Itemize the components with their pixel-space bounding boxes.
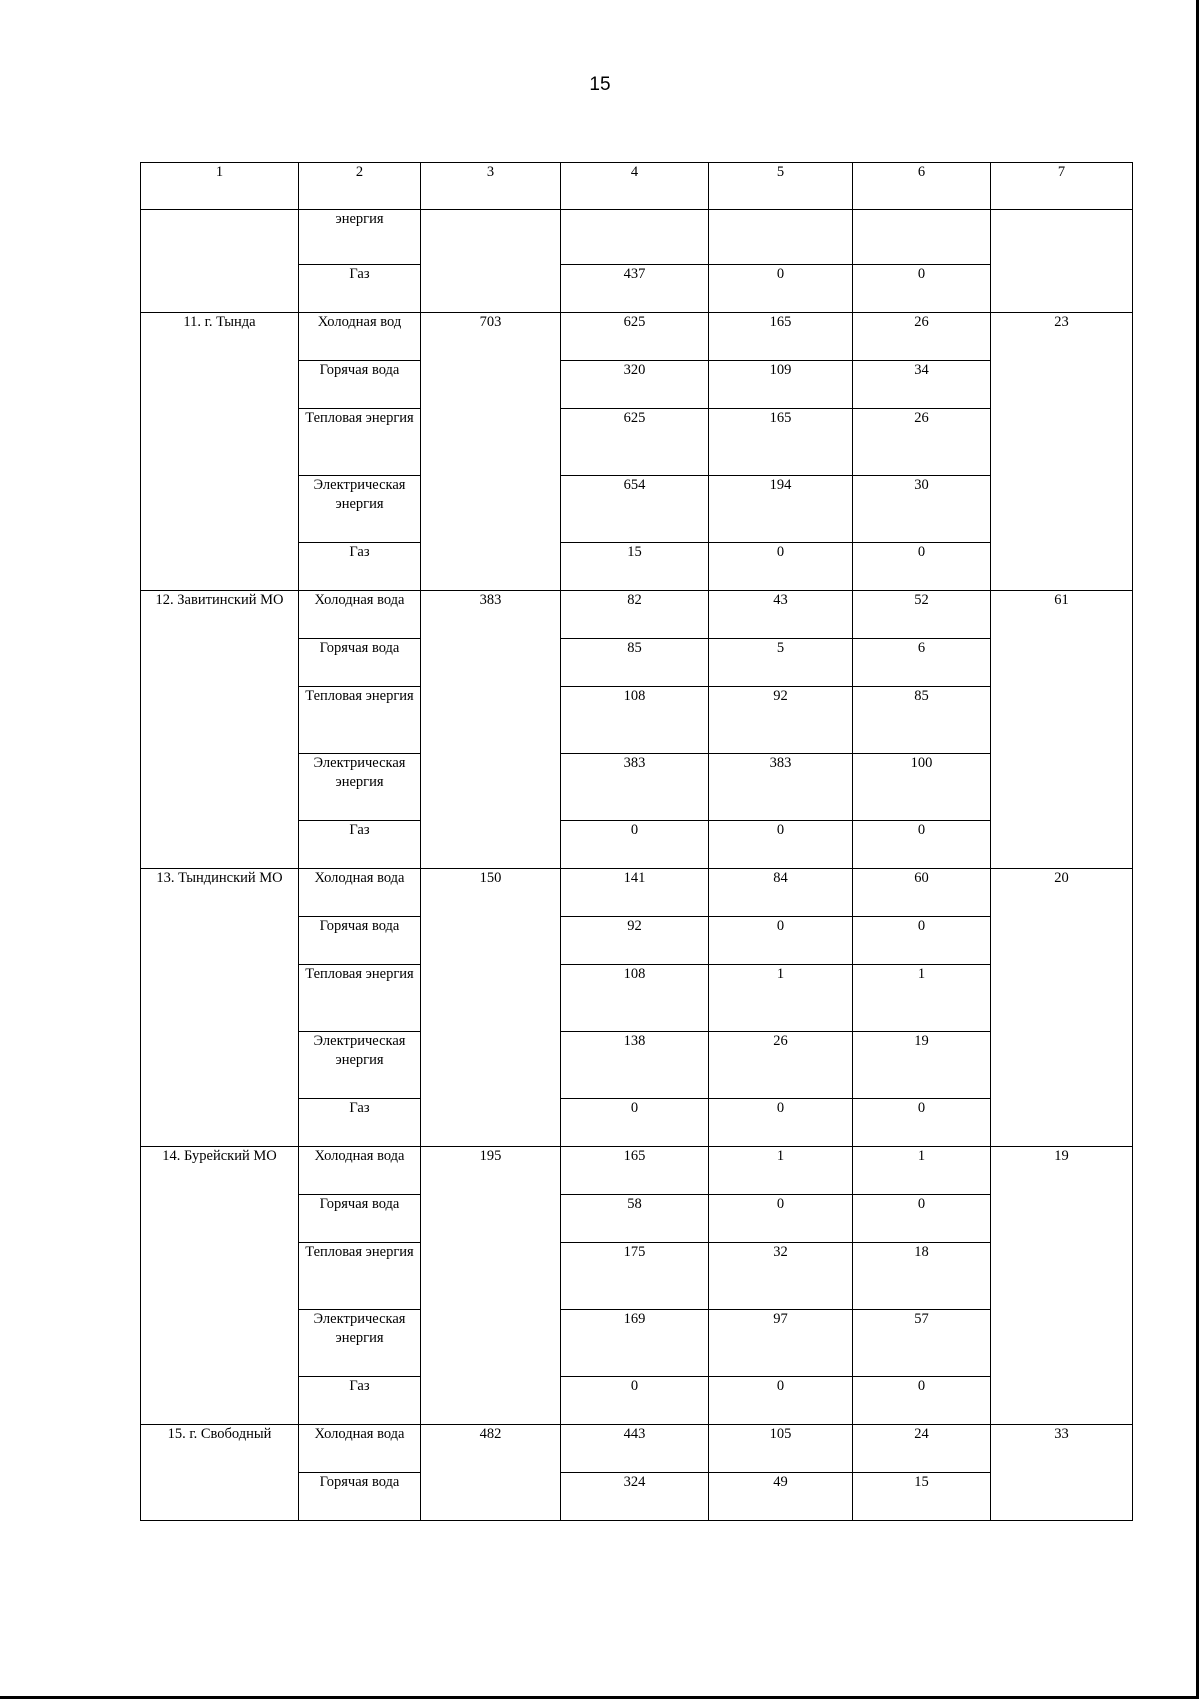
value-cell-col6: 0 xyxy=(853,543,991,591)
value-cell-col5: 26 xyxy=(709,1032,853,1099)
table-row xyxy=(141,869,1133,917)
value-cell-col5: 32 xyxy=(709,1243,853,1310)
value-cell-col4: 92 xyxy=(561,917,709,965)
value-cell-col6: 19 xyxy=(853,1032,991,1099)
resource-cell: Горячая вода xyxy=(299,639,421,687)
total-cell: 703 xyxy=(421,313,561,591)
column-header: 5 xyxy=(709,163,853,210)
value-cell-col5: 0 xyxy=(709,1377,853,1425)
value-cell-col4: 320 xyxy=(561,361,709,409)
col7-cell: 33 xyxy=(991,1425,1133,1521)
municipality-cell: 13. Тындинский МО xyxy=(141,869,299,1147)
resource-cell: Холодная вод xyxy=(299,313,421,361)
value-cell-col4: 0 xyxy=(561,1377,709,1425)
value-cell-col5: 49 xyxy=(709,1473,853,1521)
value-cell-col4: 85 xyxy=(561,639,709,687)
resource-cell: Тепловая энергия xyxy=(299,409,421,476)
value-cell-col4: 437 xyxy=(561,265,709,313)
total-cell: 482 xyxy=(421,1425,561,1521)
value-cell-col6: 0 xyxy=(853,1377,991,1425)
value-cell-col5: 1 xyxy=(709,965,853,1032)
col7-cell: 23 xyxy=(991,313,1133,591)
value-cell-col6: 24 xyxy=(853,1425,991,1473)
resource-cell: Горячая вода xyxy=(299,1195,421,1243)
value-cell-col6: 0 xyxy=(853,821,991,869)
value-cell-col6: 15 xyxy=(853,1473,991,1521)
column-header: 3 xyxy=(421,163,561,210)
value-cell-col4: 108 xyxy=(561,965,709,1032)
total-cell: 383 xyxy=(421,591,561,869)
value-cell-col5: 43 xyxy=(709,591,853,639)
value-cell-col6: 0 xyxy=(853,1099,991,1147)
municipality-cell xyxy=(141,210,299,313)
value-cell-col6: 100 xyxy=(853,754,991,821)
value-cell-col5: 0 xyxy=(709,821,853,869)
value-cell-col6: 1 xyxy=(853,965,991,1032)
resource-cell: Холодная вода xyxy=(299,1147,421,1195)
column-header: 6 xyxy=(853,163,991,210)
resource-cell: Горячая вода xyxy=(299,361,421,409)
value-cell-col5: 194 xyxy=(709,476,853,543)
value-cell-col4: 383 xyxy=(561,754,709,821)
value-cell-col6: 1 xyxy=(853,1147,991,1195)
resource-cell: Тепловая энергия xyxy=(299,965,421,1032)
resource-cell: Электрическая энергия xyxy=(299,754,421,821)
value-cell-col6: 18 xyxy=(853,1243,991,1310)
value-cell-col4: 625 xyxy=(561,409,709,476)
value-cell-col5: 0 xyxy=(709,917,853,965)
value-cell-col5: 105 xyxy=(709,1425,853,1473)
resource-cell: Холодная вода xyxy=(299,869,421,917)
value-cell-col6: 26 xyxy=(853,313,991,361)
table-row xyxy=(141,1147,1133,1195)
page-number: 15 xyxy=(589,74,611,95)
column-header: 7 xyxy=(991,163,1133,210)
data-table xyxy=(140,162,1133,1521)
resource-cell: Холодная вода xyxy=(299,1425,421,1473)
value-cell-col4: 0 xyxy=(561,1099,709,1147)
value-cell-col5: 1 xyxy=(709,1147,853,1195)
value-cell-col4: 165 xyxy=(561,1147,709,1195)
table-row xyxy=(141,313,1133,361)
resource-cell: Горячая вода xyxy=(299,1473,421,1521)
value-cell-col6: 0 xyxy=(853,1195,991,1243)
municipality-cell: 12. Завитинский МО xyxy=(141,591,299,869)
total-cell: 195 xyxy=(421,1147,561,1425)
value-cell-col4: 58 xyxy=(561,1195,709,1243)
value-cell-col4: 82 xyxy=(561,591,709,639)
value-cell-col6: 0 xyxy=(853,265,991,313)
value-cell-col5: 0 xyxy=(709,265,853,313)
value-cell-col4: 443 xyxy=(561,1425,709,1473)
value-cell-col5: 92 xyxy=(709,687,853,754)
value-cell-col4: 324 xyxy=(561,1473,709,1521)
column-header: 4 xyxy=(561,163,709,210)
value-cell-col5: 84 xyxy=(709,869,853,917)
resource-cell: Газ xyxy=(299,1377,421,1425)
municipality-cell: 15. г. Свободный xyxy=(141,1425,299,1521)
value-cell-col4: 15 xyxy=(561,543,709,591)
value-cell-col4: 169 xyxy=(561,1310,709,1377)
value-cell-col5: 0 xyxy=(709,1195,853,1243)
resource-cell: Газ xyxy=(299,821,421,869)
value-cell-col4: 0 xyxy=(561,821,709,869)
resource-cell: энергия xyxy=(299,210,421,265)
resource-cell: Газ xyxy=(299,1099,421,1147)
column-header: 2 xyxy=(299,163,421,210)
value-cell-col4 xyxy=(561,210,709,265)
col7-cell: 20 xyxy=(991,869,1133,1147)
value-cell-col5: 109 xyxy=(709,361,853,409)
value-cell-col5: 0 xyxy=(709,1099,853,1147)
value-cell-col6: 26 xyxy=(853,409,991,476)
table-row xyxy=(141,591,1133,639)
value-cell-col5 xyxy=(709,210,853,265)
value-cell-col5: 97 xyxy=(709,1310,853,1377)
value-cell-col5: 165 xyxy=(709,409,853,476)
value-cell-col6: 60 xyxy=(853,869,991,917)
value-cell-col6: 30 xyxy=(853,476,991,543)
total-cell: 150 xyxy=(421,869,561,1147)
value-cell-col6: 0 xyxy=(853,917,991,965)
value-cell-col6: 57 xyxy=(853,1310,991,1377)
value-cell-col5: 5 xyxy=(709,639,853,687)
resource-cell: Горячая вода xyxy=(299,917,421,965)
value-cell-col4: 175 xyxy=(561,1243,709,1310)
resource-cell: Электрическая энергия xyxy=(299,476,421,543)
value-cell-col4: 654 xyxy=(561,476,709,543)
value-cell-col6: 52 xyxy=(853,591,991,639)
resource-cell: Газ xyxy=(299,543,421,591)
value-cell-col4: 138 xyxy=(561,1032,709,1099)
municipality-cell: 11. г. Тында xyxy=(141,313,299,591)
col7-cell xyxy=(991,210,1133,313)
value-cell-col5: 165 xyxy=(709,313,853,361)
table-row xyxy=(141,1425,1133,1473)
resource-cell: Электрическая энергия xyxy=(299,1032,421,1099)
value-cell-col4: 625 xyxy=(561,313,709,361)
resource-cell: Холодная вода xyxy=(299,591,421,639)
total-cell xyxy=(421,210,561,313)
value-cell-col5: 383 xyxy=(709,754,853,821)
value-cell-col5: 0 xyxy=(709,543,853,591)
resource-cell: Газ xyxy=(299,265,421,313)
column-header: 1 xyxy=(141,163,299,210)
column-number-row xyxy=(141,163,1133,210)
value-cell-col4: 141 xyxy=(561,869,709,917)
col7-cell: 61 xyxy=(991,591,1133,869)
resource-cell: Тепловая энергия xyxy=(299,1243,421,1310)
resource-cell: Электрическая энергия xyxy=(299,1310,421,1377)
value-cell-col4: 108 xyxy=(561,687,709,754)
resource-cell: Тепловая энергия xyxy=(299,687,421,754)
value-cell-col6: 34 xyxy=(853,361,991,409)
municipality-cell: 14. Бурейский МО xyxy=(141,1147,299,1425)
col7-cell: 19 xyxy=(991,1147,1133,1425)
value-cell-col6 xyxy=(853,210,991,265)
value-cell-col6: 85 xyxy=(853,687,991,754)
value-cell-col6: 6 xyxy=(853,639,991,687)
table-row xyxy=(141,210,1133,265)
